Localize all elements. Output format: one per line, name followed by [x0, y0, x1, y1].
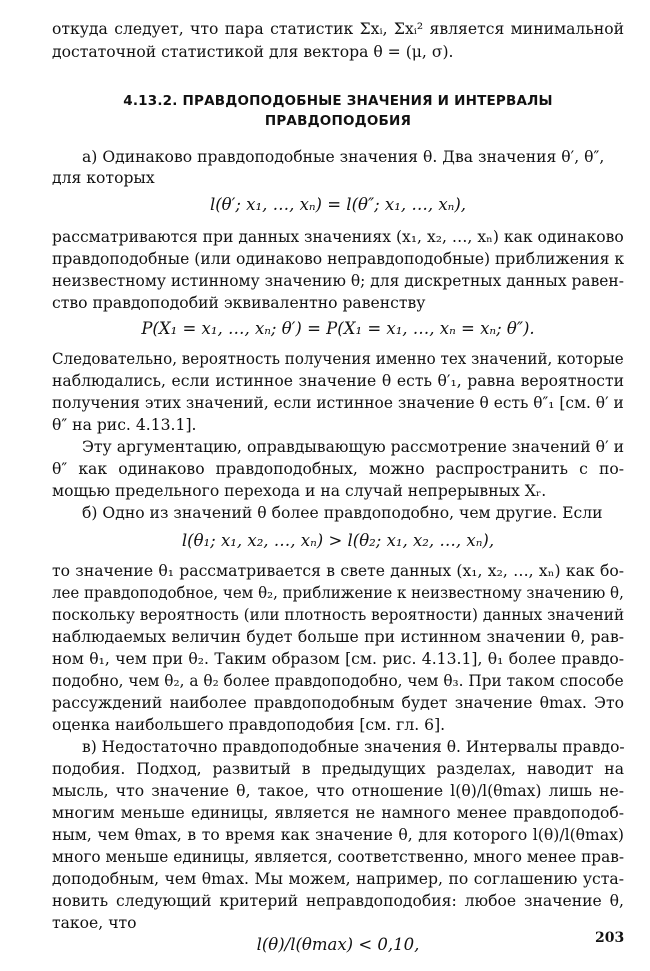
text-line: θ″ на рис. 4.13.1].	[52, 416, 197, 434]
text-line: правдоподобные (или одинаково неправдоподобные) приближения к	[52, 250, 625, 268]
text-line: доподобным, чем θmax. Мы можем, например, по соглашению уста-	[52, 870, 624, 888]
text-line: то значение θ₁ рассматривается в свете данных (x₁, x₂, …, xₙ) как бо-	[52, 562, 624, 580]
text-line: θ″ как одинаково правдоподобных, можно распространить с по-	[52, 460, 624, 478]
paragraph-line: в) Недостаточно правдоподобные значения θ. Интервалы правдо-	[82, 738, 625, 756]
text-line: много меньше единицы, является, соответственно, много менее прав-	[52, 848, 625, 866]
text-line: наблюдались, если истинное значение θ есть θ′₁, равна вероятности	[52, 372, 624, 390]
text-line: для которых	[52, 169, 155, 187]
text-line: подобия. Подход, развитый в предыдущих разделах, наводит на	[52, 760, 624, 778]
text-line: поскольку вероятность (или плотность вероятности) данных значений	[52, 606, 625, 624]
text-line: мощью предельного перехода и на случай непрерывных Xᵣ.	[52, 482, 547, 500]
text-line: наблюдаемых величин будет больше при истинном значении θ, рав-	[52, 628, 624, 646]
paragraph-line: а) Одинаково правдоподобные значения θ. Два значения θ′, θ″,	[82, 148, 605, 166]
text-line: ном θ₁, чем при θ₂. Таким образом [см. рис. 4.13.1], θ₁ более правдо-	[52, 650, 624, 668]
equation: P(X₁ = x₁, …, xₙ; θ′) = P(X₁ = x₁, …, xₙ = xₙ; θ″).	[141, 319, 535, 338]
equation: l(θ₁; x₁, x₂, …, xₙ) > l(θ₂; x₁, x₂, …, xₙ),	[181, 531, 495, 550]
page-number: 203	[595, 930, 625, 946]
paragraph-line: Эту аргументацию, оправдывающую рассмотрение значений θ′ и	[82, 438, 624, 456]
text-line: лее правдоподобное, чем θ₂, приближение к неизвестному значению θ,	[52, 584, 624, 602]
section-heading: ПРАВДОПОДОБИЯ	[264, 113, 412, 129]
text-line: новить следующий критерий неправдоподобия: любое значение θ,	[52, 892, 624, 910]
paragraph-line: б) Одно из значений θ более правдоподобно, чем другие. Если	[82, 504, 603, 522]
section-heading: 4.13.2. ПРАВДОПОДОБНЫЕ ЗНАЧЕНИЯ И ИНТЕРВАЛЫ	[123, 93, 553, 109]
text-line: достаточной статистикой для вектора θ = (μ, σ).	[52, 43, 454, 61]
text-line: откуда следует, что пара статистик Σxᵢ, Σxᵢ² является минимальной	[52, 20, 624, 38]
equation: l(θ)/l(θmax) < 0,10,	[256, 935, 420, 954]
text-line: Следовательно, вероятность получения именно тех значений, которые	[52, 350, 624, 368]
text-line: ным, чем θmax, в то время как значение θ, для которого l(θ)/l(θmax)	[52, 826, 624, 844]
text-line: неизвестному истинному значению θ; для дискретных данных равен-	[52, 272, 624, 290]
text-line: мысль, что значение θ, такое, что отношение l(θ)/l(θmax) лишь не-	[52, 782, 624, 800]
text-line: оценка наибольшего правдоподобия [см. гл. 6].	[52, 716, 446, 734]
text-line: рассуждений наиболее правдоподобным будет значение θmax. Это	[52, 694, 624, 712]
text-line: многим меньше единицы, является не намного менее правдоподоб-	[52, 804, 624, 822]
text-line: ство правдоподобий эквивалентно равенству	[52, 294, 426, 312]
text-line: получения этих значений, если истинное значение θ есть θ″₁ [см. θ′ и	[52, 394, 624, 412]
equation: l(θ′; x₁, …, xₙ) = l(θ″; x₁, …, xₙ),	[209, 195, 467, 214]
text-line: такое, что	[52, 914, 137, 932]
text-line: подобно, чем θ₂, а θ₂ более правдоподобно, чем θ₃. При таком способе	[52, 672, 624, 690]
text-line: рассматриваются при данных значениях (x₁, x₂, …, xₙ) как одинаково	[52, 228, 624, 246]
